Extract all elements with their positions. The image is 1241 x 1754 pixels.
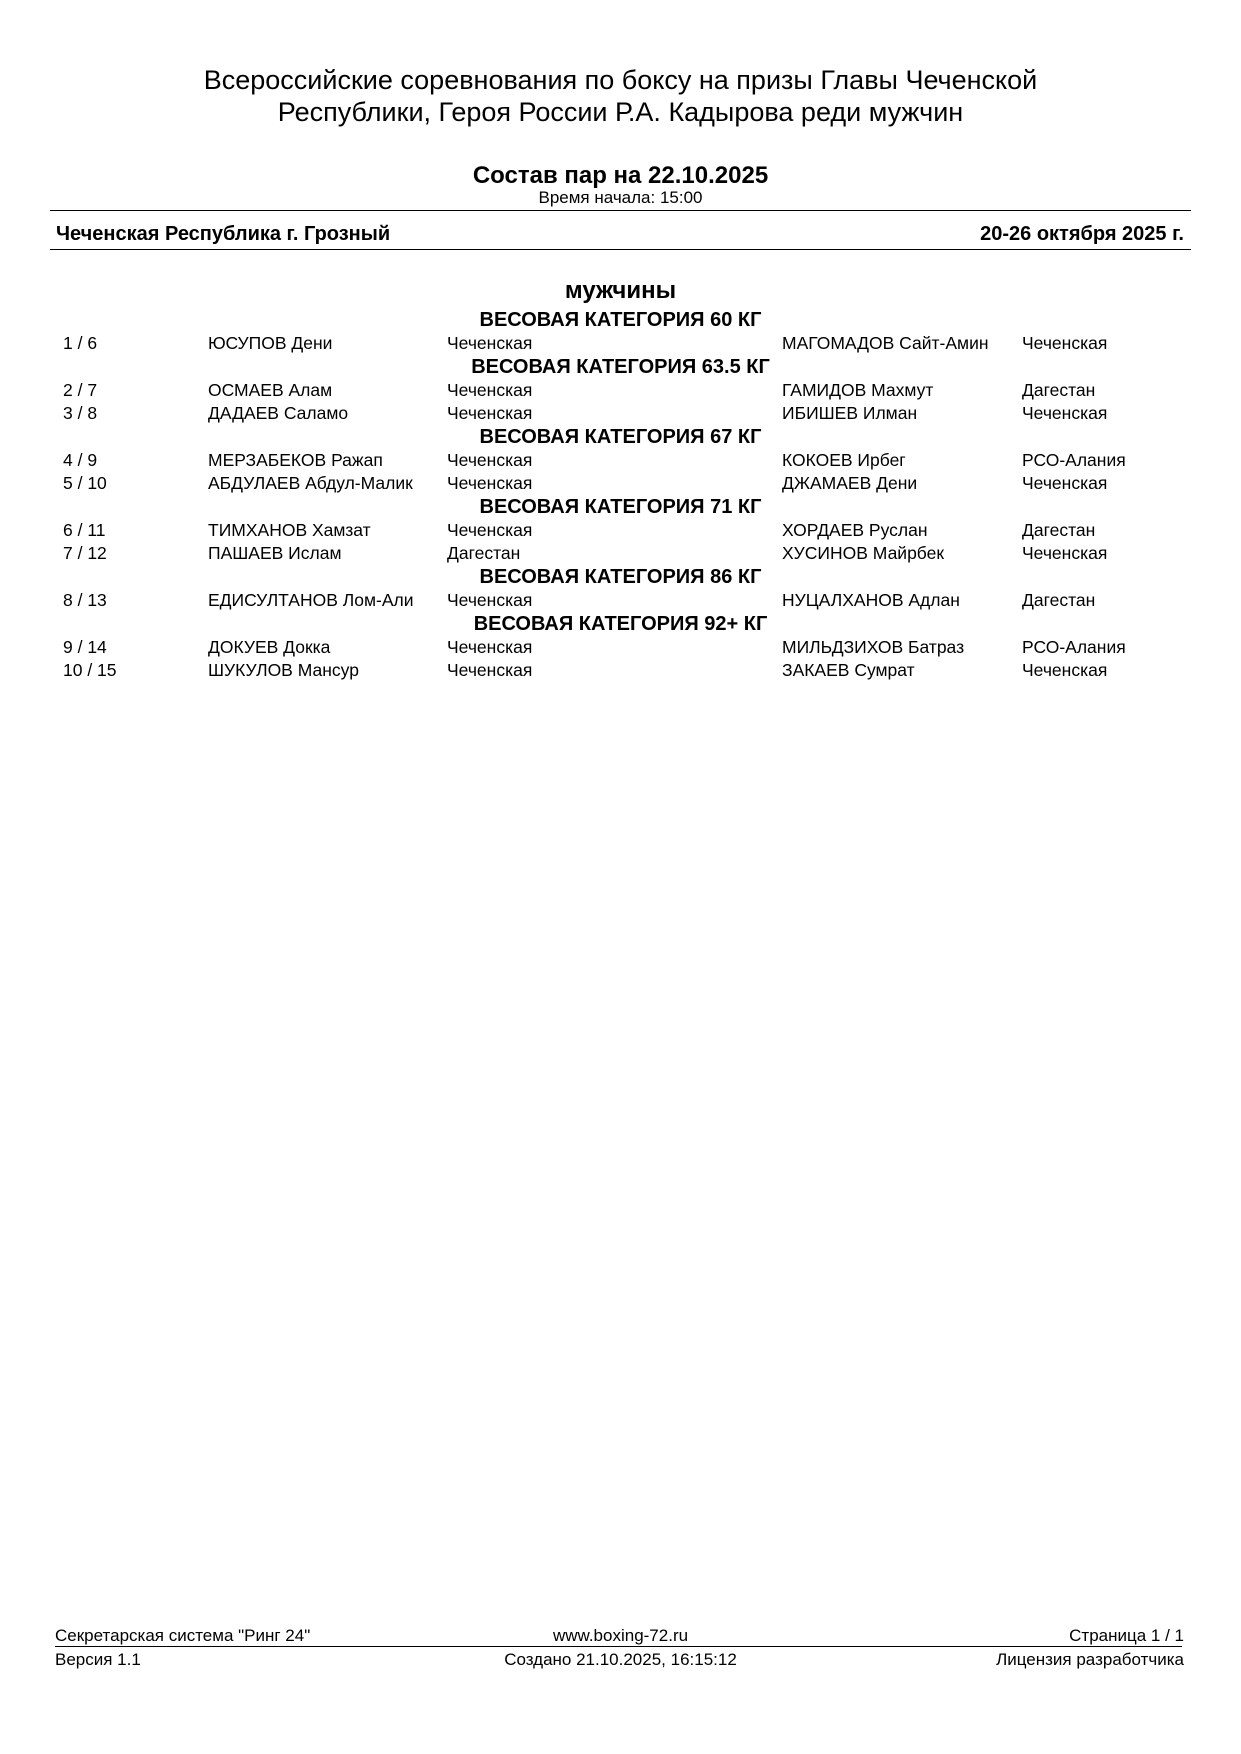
bout-row	[0, 379, 1241, 402]
bout-row	[0, 332, 1241, 355]
bout-row	[0, 402, 1241, 425]
blue-corner-boxer: ГАМИДОВ Махмут	[782, 380, 934, 400]
red-corner-region: Чеченская	[447, 333, 533, 353]
weight-category-heading: ВЕСОВАЯ КАТЕГОРИЯ 60 КГ	[479, 309, 762, 331]
footer-website[interactable]: www.boxing-72.ru	[552, 1626, 689, 1645]
red-corner-boxer: ДАДАЕВ Саламо	[208, 403, 349, 423]
red-corner-boxer: ОСМАЕВ Алам	[208, 380, 333, 400]
bout-number: 7 / 12	[63, 543, 107, 563]
bout-number: 4 / 9	[63, 450, 98, 470]
red-corner-region: Чеченская	[447, 473, 533, 493]
bout-row	[0, 589, 1241, 612]
blue-corner-region: Чеченская	[1022, 543, 1108, 563]
blue-corner-region: РСО-Алания	[1022, 450, 1126, 470]
section-title: мужчины	[564, 277, 677, 304]
red-corner-boxer: ШУКУЛОВ Мансур	[208, 660, 359, 680]
bout-number: 1 / 6	[63, 333, 98, 353]
blue-corner-boxer: МИЛЬДЗИХОВ Батраз	[782, 637, 965, 657]
bout-number: 3 / 8	[63, 403, 98, 423]
footer-version: Версия 1.1	[55, 1650, 141, 1669]
blue-corner-boxer: МАГОМАДОВ Сайт-Амин	[782, 333, 989, 353]
red-corner-region: Чеченская	[447, 637, 533, 657]
bout-row	[0, 472, 1241, 495]
footer-created: Создано 21.10.2025, 16:15:12	[504, 1650, 737, 1669]
bout-number: 6 / 11	[63, 520, 106, 540]
blue-corner-region: Дагестан	[1022, 590, 1096, 610]
red-corner-boxer: ДОКУЕВ Докка	[208, 637, 331, 657]
blue-corner-boxer: ДЖАМАЕВ Дени	[782, 473, 918, 493]
bout-list	[0, 308, 1241, 682]
weight-category-heading: ВЕСОВАЯ КАТЕГОРИЯ 86 КГ	[479, 566, 762, 588]
blue-corner-boxer: ХУСИНОВ Майрбек	[782, 543, 945, 563]
footer-system: Секретарская система "Ринг 24"	[55, 1626, 311, 1645]
blue-corner-region: Чеченская	[1022, 660, 1108, 680]
start-time: Время начала: 15:00	[538, 188, 703, 207]
document-title: Всероссийские соревнования по боксу на призы Главы Чеченской Республики, Героя России Р.А. Кадырова реди мужчин	[203, 65, 1038, 127]
red-corner-boxer: ПАШАЕВ Ислам	[208, 543, 342, 563]
weight-category-heading: ВЕСОВАЯ КАТЕГОРИЯ 63.5 КГ	[471, 356, 770, 378]
footer-page-number: Страница 1 / 1	[1069, 1626, 1184, 1645]
blue-corner-region: РСО-Алания	[1022, 637, 1126, 657]
header-divider	[50, 210, 1191, 211]
event-dates: 20-26 октября 2025 г.	[980, 223, 1184, 245]
blue-corner-boxer: НУЦАЛХАНОВ Адлан	[782, 590, 960, 610]
venue: Чеченская Республика г. Грозный	[56, 223, 391, 245]
weight-category-heading: ВЕСОВАЯ КАТЕГОРИЯ 71 КГ	[479, 496, 762, 518]
blue-corner-region: Чеченская	[1022, 333, 1108, 353]
blue-corner-region: Чеченская	[1022, 473, 1108, 493]
bout-row	[0, 542, 1241, 565]
red-corner-boxer: АБДУЛАЕВ Абдул-Малик	[208, 473, 413, 493]
blue-corner-region: Чеченская	[1022, 403, 1108, 423]
header-divider	[50, 249, 1191, 250]
blue-corner-boxer: ЗАКАЕВ Сумрат	[782, 660, 915, 680]
bout-row	[0, 449, 1241, 472]
weight-category-heading: ВЕСОВАЯ КАТЕГОРИЯ 67 КГ	[479, 426, 762, 448]
bout-number: 10 / 15	[63, 660, 117, 680]
blue-corner-boxer: КОКОЕВ Ирбег	[782, 450, 906, 470]
bout-row	[0, 519, 1241, 542]
red-corner-region: Чеченская	[447, 380, 533, 400]
red-corner-boxer: ЕДИСУЛТАНОВ Лом-Али	[208, 590, 414, 610]
red-corner-boxer: ЮСУПОВ Дени	[208, 333, 333, 353]
blue-corner-boxer: ИБИШЕВ Илман	[782, 403, 918, 423]
bout-number: 8 / 13	[63, 590, 107, 610]
bout-number: 2 / 7	[63, 380, 98, 400]
red-corner-boxer: ТИМХАНОВ Хамзат	[208, 520, 371, 540]
red-corner-region: Чеченская	[447, 520, 533, 540]
bout-row	[0, 659, 1241, 682]
footer-divider	[55, 1646, 1182, 1647]
blue-corner-boxer: ХОРДАЕВ Руслан	[782, 520, 928, 540]
weight-category-heading: ВЕСОВАЯ КАТЕГОРИЯ 92+ КГ	[473, 613, 768, 635]
blue-corner-region: Дагестан	[1022, 380, 1096, 400]
document-subtitle: Состав пар на 22.10.2025	[472, 162, 769, 189]
bout-row	[0, 636, 1241, 659]
bout-number: 5 / 10	[63, 473, 107, 493]
footer-license: Лицензия разработчика	[996, 1650, 1184, 1669]
red-corner-boxer: МЕРЗАБЕКОВ Ражап	[208, 450, 383, 470]
red-corner-region: Чеченская	[447, 660, 533, 680]
blue-corner-region: Дагестан	[1022, 520, 1096, 540]
bout-number: 9 / 14	[63, 637, 107, 657]
red-corner-region: Чеченская	[447, 403, 533, 423]
red-corner-region: Чеченская	[447, 590, 533, 610]
red-corner-region: Чеченская	[447, 450, 533, 470]
red-corner-region: Дагестан	[447, 543, 521, 563]
